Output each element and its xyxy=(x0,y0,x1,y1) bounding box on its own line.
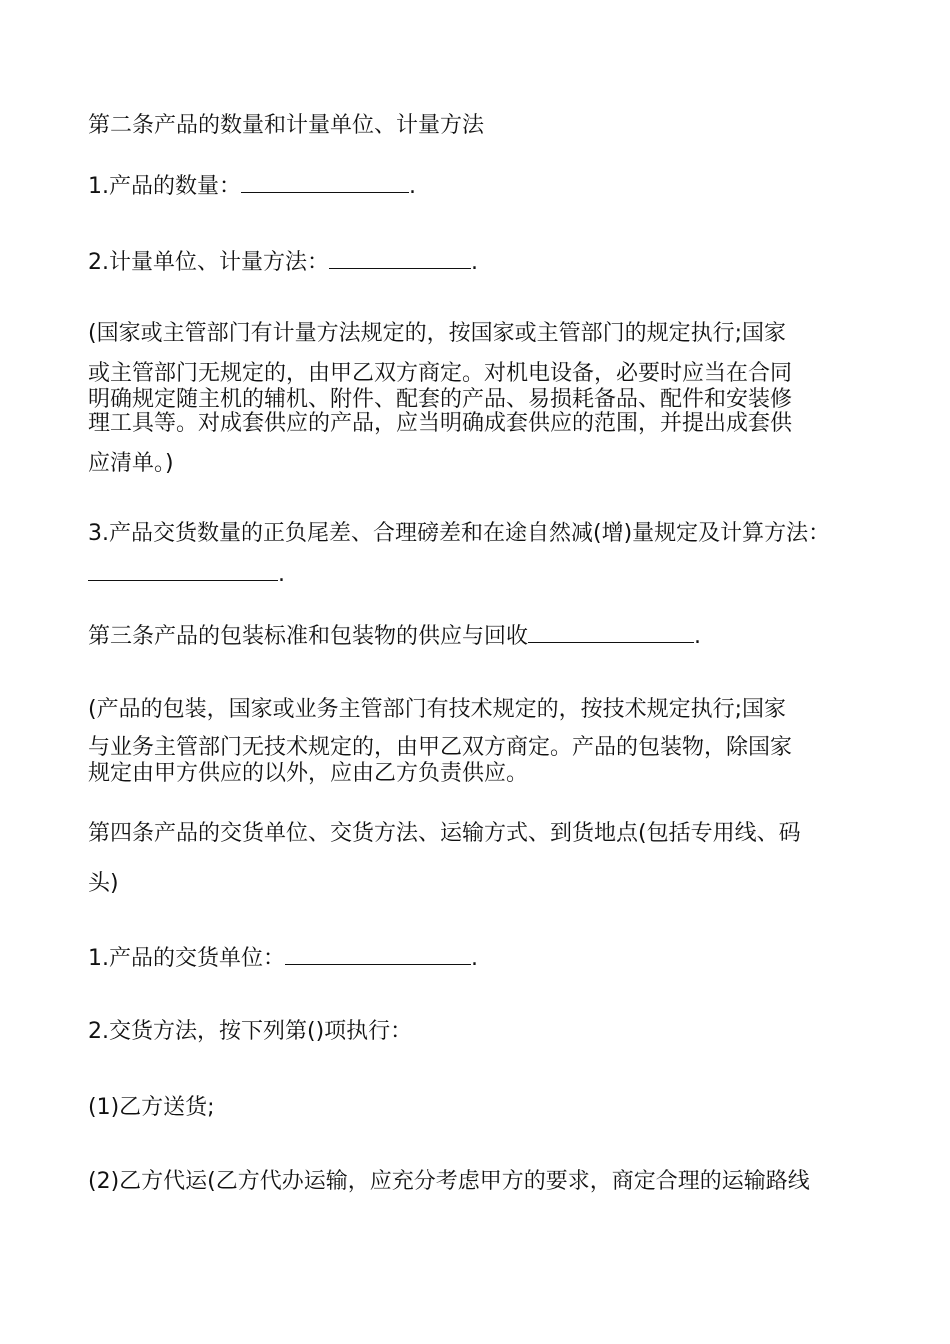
text: 1.产品的交货单位： xyxy=(88,946,285,971)
article-4-heading-cont xyxy=(88,870,878,898)
text: 头) xyxy=(88,871,119,896)
text: . xyxy=(471,250,478,275)
article-3-heading xyxy=(88,622,878,651)
text: 第二条产品的数量和计量单位、计量方法 xyxy=(88,113,485,138)
option-2-line xyxy=(88,1168,878,1196)
text: 理工具等。对成套供应的产品，应当明确成套供应的范围，并提出成套供 xyxy=(88,411,793,436)
text: 明确规定随主机的辅机、附件、配套的产品、易损耗备品、配件和安装修 xyxy=(88,387,793,412)
text: 第四条产品的交货单位、交货方法、运输方式、到货地点(包括专用线、码 xyxy=(88,821,801,846)
text: . xyxy=(694,624,702,649)
text: (2)乙方代运(乙方代办运输，应充分考虑甲方的要求，商定合理的运输路线 xyxy=(88,1169,810,1194)
text: (1)乙方送货; xyxy=(88,1095,215,1120)
text: 1.产品的数量： xyxy=(88,174,241,199)
text: . xyxy=(409,174,416,199)
note-line-4 xyxy=(88,410,878,438)
fill-blank[interactable] xyxy=(241,172,409,193)
delivery-method-line xyxy=(88,1018,878,1046)
text: 第三条产品的包装标准和包装物的供应与回收 xyxy=(88,624,529,649)
quantity-tolerance-blank-line xyxy=(88,560,878,589)
text: 2.计量单位、计量方法： xyxy=(88,250,329,275)
article-4-heading xyxy=(88,820,878,848)
note-line-5 xyxy=(88,450,878,478)
fill-blank[interactable] xyxy=(528,622,694,643)
fill-blank[interactable] xyxy=(329,248,471,269)
text: (产品的包装，国家或业务主管部门有技术规定的，按技术规定执行;国家 xyxy=(88,697,786,722)
packaging-note-line-2 xyxy=(88,734,878,762)
measurement-unit-line xyxy=(88,248,878,277)
text: (国家或主管部门有计量方法规定的，按国家或主管部门的规定执行;国家 xyxy=(88,321,786,346)
note-line-1 xyxy=(88,320,878,348)
text: 3.产品交货数量的正负尾差、合理磅差和在途自然减(增)量规定及计算方法： xyxy=(88,521,831,546)
text: 应清单。) xyxy=(88,451,174,476)
text: 规定由甲方供应的以外，应由乙方负责供应。 xyxy=(88,761,529,786)
text: 与业务主管部门无技术规定的，由甲乙双方商定。产品的包装物，除国家 xyxy=(88,735,793,760)
text: 或主管部门无规定的，由甲乙双方商定。对机电设备，必要时应当在合同 xyxy=(88,361,793,386)
packaging-note-line-1 xyxy=(88,696,878,724)
fill-blank[interactable] xyxy=(88,560,278,581)
delivery-unit-line xyxy=(88,944,878,973)
text: . xyxy=(278,562,285,587)
article-2-heading xyxy=(88,112,878,140)
quantity-tolerance-line xyxy=(88,520,878,548)
packaging-note-line-3 xyxy=(88,760,878,788)
text: . xyxy=(471,946,478,971)
note-line-2 xyxy=(88,360,878,388)
option-1-line xyxy=(88,1094,878,1122)
fill-blank[interactable] xyxy=(285,944,471,965)
text: 2.交货方法，按下列第()项执行： xyxy=(88,1019,413,1044)
product-quantity-line xyxy=(88,172,878,201)
